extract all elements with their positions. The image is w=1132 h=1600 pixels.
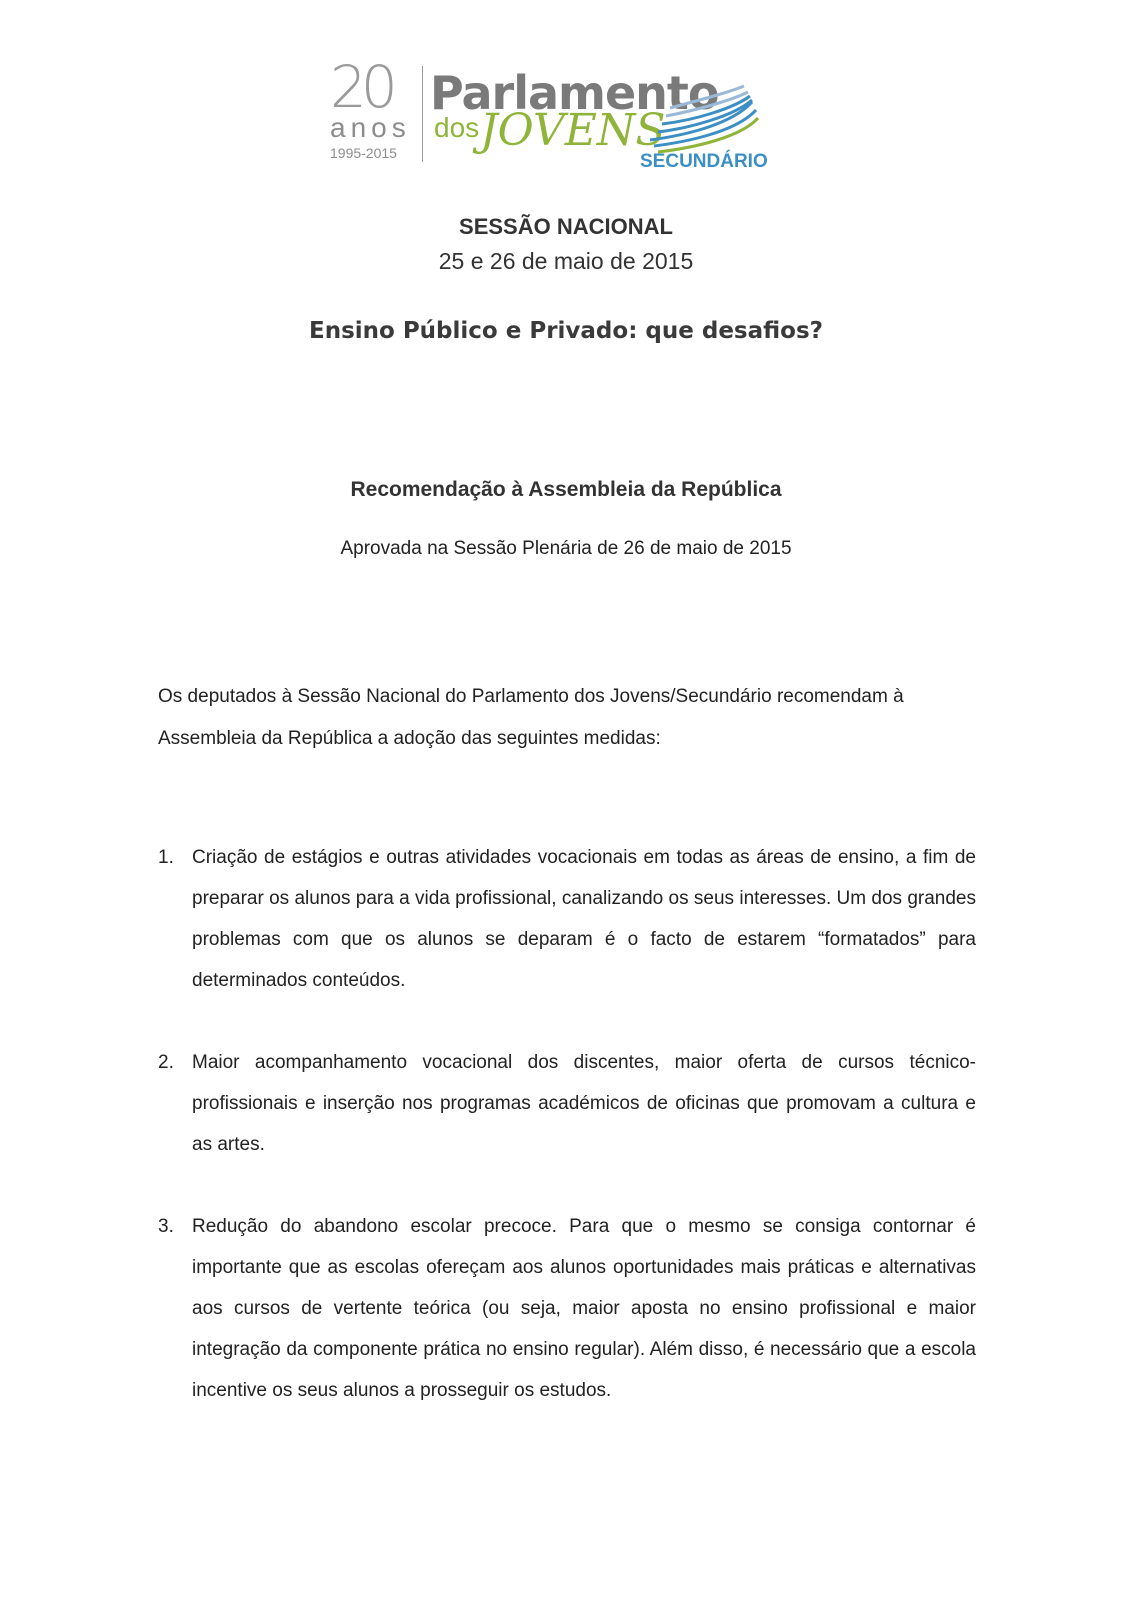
intro-paragraph: Os deputados à Sessão Nacional do Parlamento dos Jovens/Secundário recomendam à Assembleia da República a adoção das seguintes medidas:	[158, 686, 904, 749]
recommendation-approval-note: Aprovada na Sessão Plenária de 26 de maio de 2015	[340, 538, 792, 559]
measure-number: 3.	[158, 1216, 174, 1237]
measure-text: Maior acompanhamento vocacional dos discentes, maior oferta de cursos técnico-profissionais e inserção nos programas académicos de oficinas que promovam a cultura e as artes.	[192, 1052, 976, 1155]
measure-text: Criação de estágios e outras atividades vocacionais em todas as áreas de ensino, a fim de preparar os alunos para a vida profissional, canalizando os seus interesses. Um dos grandes problemas com que os alunos se deparam é o facto de estarem “formatados” para determinados conteúdos.	[192, 847, 976, 991]
measure-number: 1.	[158, 847, 174, 868]
logo-secundario-text: SECUNDÁRIO	[640, 151, 768, 172]
measure-number: 2.	[158, 1052, 174, 1073]
measure-item	[158, 1206, 976, 1411]
measure-item	[158, 1042, 976, 1165]
parlamento-jovens-logo	[330, 53, 800, 180]
logo-jovens-text: JOVENS	[480, 105, 666, 156]
logo-divider	[422, 66, 423, 162]
logo-years-label: 1995-2015	[330, 145, 397, 161]
theme-title: Ensino Público e Privado: que desafios?	[308, 318, 824, 344]
measure-item	[158, 837, 976, 1001]
session-title: SESSÃO NACIONAL	[459, 214, 673, 239]
hemicycle-arcs-icon	[640, 78, 760, 158]
measure-text: Redução do abandono escolar precoce. Para que o mesmo se consiga contornar é importante que as escolas ofereçam aos alunos oportunidades mais práticas e alternativas aos cursos de vertente teórica (ou seja, maior aposta no ensino profissional e maior integração da componente prática no ensino regular). Além disso, é necessário que a escola incentive os seus alunos a prosseguir os estudos.	[192, 1216, 976, 1401]
logo-anos-label: anos	[330, 112, 411, 143]
logo-parlamento-text: Parlamento	[430, 66, 719, 120]
measures-list	[158, 837, 976, 1411]
logo-anniversary-number: 20	[330, 53, 392, 121]
logo-dos-text: dos	[434, 112, 480, 143]
session-date: 25 e 26 de maio de 2015	[438, 248, 694, 274]
recommendation-title: Recomendação à Assembleia da República	[350, 478, 782, 501]
